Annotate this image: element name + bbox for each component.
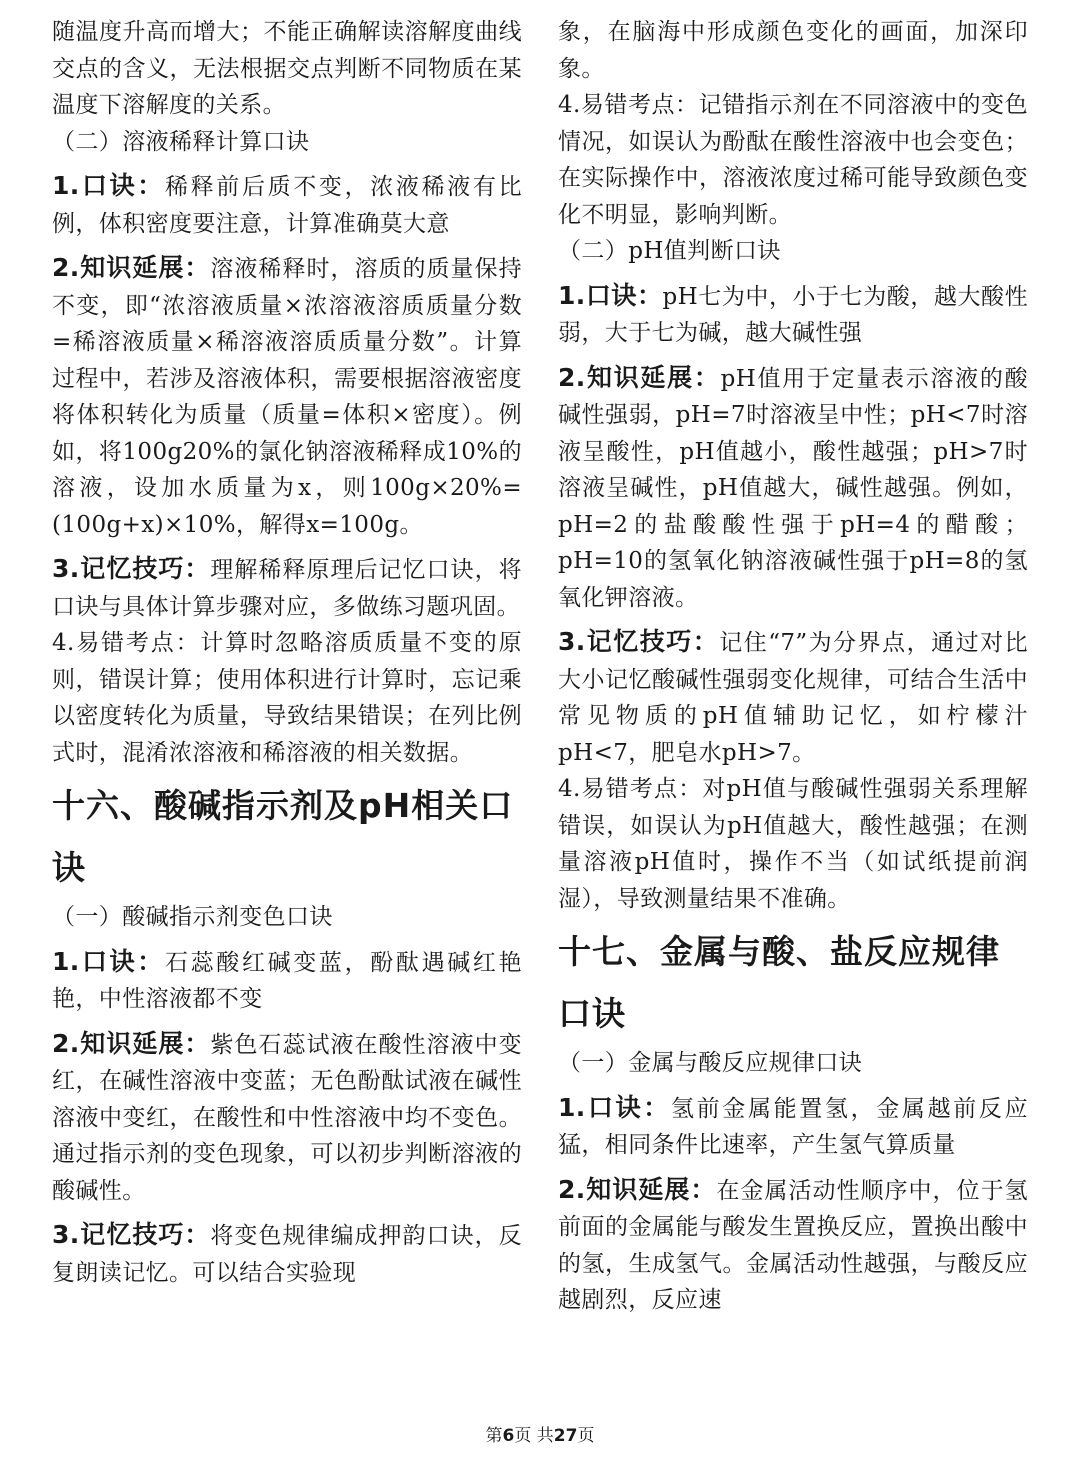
item-text: 理解稀释原理后记忆口诀，将口诀与具体计算步骤对应，多做练习题巩固。 [52,557,522,620]
item-text: 溶液稀释时，溶质的质量保持不变，即“浓溶液质量×浓溶液溶质质量分数=稀溶液质量×稀溶液溶质质量分数”。计算过程中，若涉及溶液体积，需要根据溶液密度将体积转化为质量（质量=体积×密度）。例如，将100g20%的氯化钠溶液稀释成10%的溶液，设加水质量为x，则100g×20%=(100g+x)×10%，解得x=100g。 [52,256,522,538]
item-text: 紫色石蕊试液在酸性溶液中变红，在碱性溶液中变蓝；无色酚酞试液在碱性溶液中变红，在酸性和中性溶液中均不变色。通过指示剂的变色现象，可以初步判断溶液的酸碱性。 [52,1031,522,1204]
extension-item [52,1026,522,1210]
mnemonic-item [52,168,522,242]
item-label: 3.记忆技巧： [558,627,720,656]
item-label: 3.记忆技巧： [52,1220,211,1249]
item-text: pH值用于定量表示溶液的酸碱性强弱，pH=7时溶液呈中性；pH<7时溶液呈酸性，pH值越小，酸性越强；pH>7时溶液呈碱性，pH值越大，碱性越强。例如，pH=2的盐酸酸性强于pH=4的醋酸；pH=10的氢氧化钠溶液碱性强于pH=8的氢氧化钾溶液。 [558,365,1028,611]
continued-paragraph: 象，在脑海中形成颜色变化的画面，加深印象。 [558,19,1028,82]
item-text: 石蕊酸红碱变蓝，酚酞遇碱红艳艳，中性溶液都不变 [52,949,522,1012]
memory-tip-item [558,624,1028,771]
page-footer [0,1424,1080,1448]
item-text: 氢前金属能置氢，金属越前反应猛，相同条件比速率，产生氢气算质量 [558,1095,1028,1158]
error-points-item: 4.易错考点：计算时忽略溶质质量不变的原则，错误计算；使用体积进行计算时，忘记乘以密度转化为质量，导致结果错误；在列比例式时，混淆浓溶液和稀溶液的相关数据。 [52,630,522,766]
error-points-item: 4.易错考点：对pH值与酸碱性强弱关系理解错误，如误认为pH值越大，酸性越强；在测量溶液pH值时，操作不当（如试纸提前润湿），导致测量结果不准确。 [558,776,1028,912]
extension-item [558,360,1028,617]
mnemonic-item [558,278,1028,352]
mnemonic-item [558,1090,1028,1164]
total-page-count: 27 [553,1426,578,1446]
continued-paragraph: 随温度升高而增大；不能正确解读溶解度曲线交点的含义，无法根据交点判断不同物质在某温度下溶解度的关系。 [52,19,522,118]
right-column [558,14,1028,1319]
memory-tip-item [52,551,522,625]
item-text: 记住“7”为分界点，通过对比大小记忆酸碱性强弱变化规律，可结合生活中常见物质的pH值辅助记忆，如柠檬汁pH<7，肥皂水pH>7。 [558,630,1029,766]
section-heading: 十六、酸碱指示剂及pH相关口诀 [52,786,514,887]
subsection-heading: （一）金属与酸反应规律口诀 [558,1050,863,1076]
item-label: 1.口诀： [52,946,165,976]
item-text: 稀释前后质不变，浓液稀液有比例，体积密度要注意，计算准确莫大意 [52,174,522,237]
subsection-heading: （二）溶液稀释计算口诀 [52,128,310,155]
item-text: 在金属活动性顺序中，位于氢前面的金属能与酸发生置换反应，置换出酸中的氢，生成氢气。金属活动性越强，与酸反应越剧烈，反应速 [558,1177,1028,1313]
item-label: 2.知识延展： [52,1028,211,1058]
error-points-item: 4.易错考点：记错指示剂在不同溶液中的变色情况，如误认为酚酞在酸性溶液中也会变色；在实际操作中，溶液浓度过稀可能导致颜色变化不明显，影响判断。 [558,92,1028,228]
extension-item [52,250,522,543]
footer-text: 页 共 [514,1426,554,1446]
mnemonic-item [52,944,522,1018]
section-heading: 十七、金属与酸、盐反应规律口诀 [558,932,1000,1033]
item-label: 1.口诀： [558,280,663,310]
current-page-number: 6 [502,1426,515,1446]
item-label: 2.知识延展： [52,253,211,282]
extension-item [558,1172,1028,1319]
item-label: 1.口诀： [558,1092,671,1122]
subsection-heading: （二）pH值判断口诀 [558,238,781,264]
item-text: pH七为中，小于七为酸，越大酸性弱，大于七为碱，越大碱性强 [558,283,1028,346]
footer-text: 第 [485,1426,503,1446]
memory-tip-item [52,1217,522,1291]
item-text: 将变色规律编成押韵口诀，反复朗读记忆。可以结合实验现 [52,1223,522,1286]
item-label: 1.口诀： [52,171,165,200]
item-label: 3.记忆技巧： [52,554,211,583]
subsection-heading: （一）酸碱指示剂变色口诀 [52,904,333,930]
left-column [52,14,522,1291]
footer-text: 页 [577,1426,595,1446]
item-label: 2.知识延展： [558,1174,717,1204]
item-label: 2.知识延展： [558,362,721,392]
